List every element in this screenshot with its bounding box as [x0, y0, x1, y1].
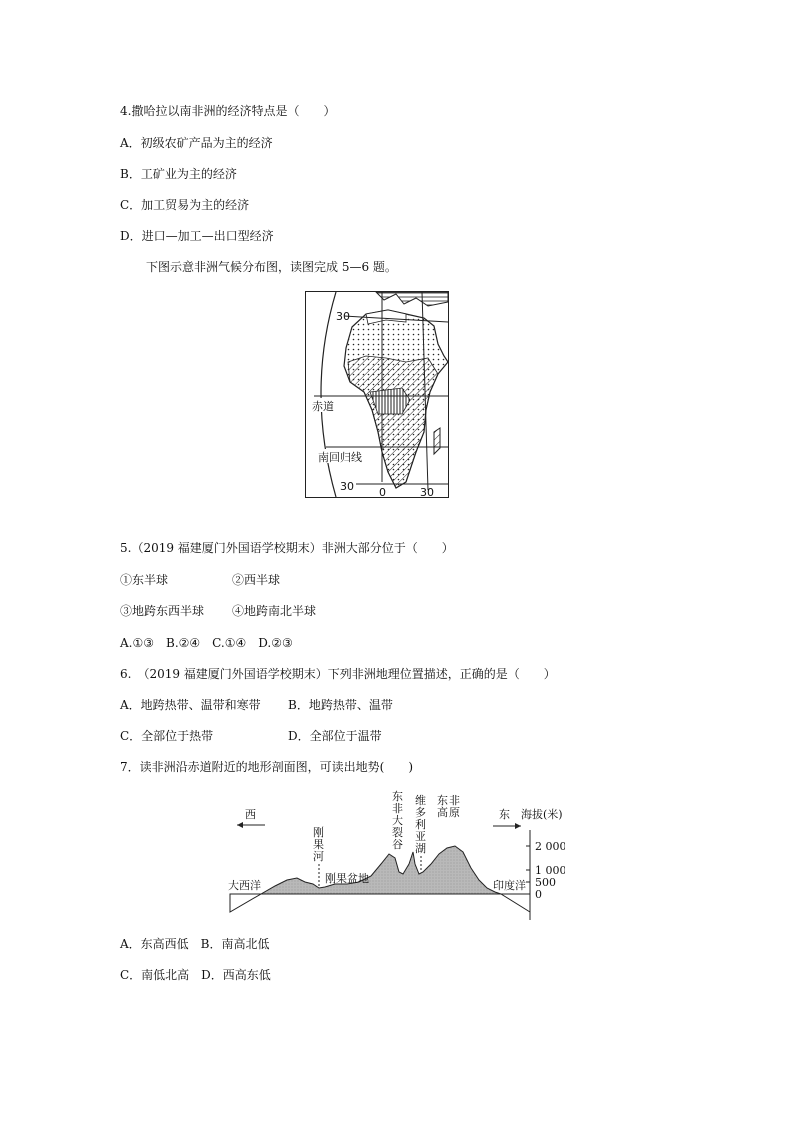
west-label: 西: [245, 808, 256, 821]
rift-char-5: 谷: [392, 838, 403, 851]
terrain-profile: [261, 846, 501, 894]
globe-outline: [321, 292, 336, 497]
q6-stem: 6. （2019 福建厦门外国语学校期末）下列非洲地理位置描述，正确的是（ ）: [120, 667, 556, 681]
q6-option-a: A．地跨热带、温带和寒带: [120, 698, 261, 712]
indian-wedge: [501, 894, 530, 912]
victoria-char-4: 亚: [415, 830, 426, 843]
q6-option-c: C．全部位于热带: [120, 729, 214, 743]
map-intro: 下图示意非洲气候分布图，读图完成 5—6 题。: [146, 260, 397, 274]
madagascar: [434, 428, 440, 454]
q5-item-2: ②西半球: [232, 573, 281, 587]
altitude-axis-label: 海拔(米): [521, 808, 563, 821]
europe-land: [376, 292, 448, 306]
q5-stem: 5.（2019 福建厦门外国语学校期末）非洲大部分位于（ ）: [120, 541, 454, 555]
q4-option-c: C．加工贸易为主的经济: [120, 198, 250, 212]
q4-option-b: B．工矿业为主的经济: [120, 167, 237, 181]
tick-2000: 2 000: [535, 840, 565, 853]
tick-0: 0: [535, 888, 542, 901]
q4-option-d: D．进口—加工—出口型经济: [120, 229, 274, 243]
africa-climate-map: [305, 291, 449, 498]
q7-options-row-1: A．东高西低 B．南高北低: [120, 937, 270, 951]
victoria-char-2: 多: [415, 806, 426, 819]
indian-label: 印度洋: [493, 879, 526, 892]
tropic-label: 南回归线: [318, 451, 362, 464]
plateau-char-2: 非: [449, 794, 460, 807]
victoria-char-5: 湖: [415, 842, 426, 855]
victoria-char-3: 利: [415, 818, 426, 831]
lon-0-label: 0: [379, 486, 386, 497]
tick-1000: 1 000: [535, 864, 565, 877]
rift-char-2: 非: [392, 802, 403, 815]
equator-label: 赤道: [312, 400, 334, 413]
east-arrowhead: [515, 823, 521, 829]
congo-river-char-1: 刚: [313, 826, 324, 839]
africa-terrain-profile: [225, 790, 565, 920]
rift-char-4: 裂: [392, 826, 403, 839]
atlantic-wedge: [230, 894, 261, 912]
victoria-char-1: 维: [415, 794, 426, 807]
q5-item-1: ①东半球: [120, 573, 169, 587]
lon-30-label: 30: [420, 486, 434, 497]
rift-char-1: 东: [392, 790, 403, 803]
q4-stem: 4.撒哈拉以南非洲的经济特点是（ ）: [120, 104, 336, 118]
plateau-char-3: 高: [437, 806, 448, 819]
congo-river-char-2: 果: [313, 838, 324, 851]
q5-choices: A.①③ B.②④ C.①④ D.②③: [120, 636, 293, 650]
q7-stem: 7．读非洲沿赤道附近的地形剖面图，可读出地势( ): [120, 760, 414, 774]
q4-option-a: A．初级农矿产品为主的经济: [120, 136, 273, 150]
rift-char-3: 大: [392, 814, 403, 827]
q6-option-d: D．全部位于温带: [288, 729, 382, 743]
east-label: 东: [499, 808, 510, 821]
lat-top-label: 30: [336, 310, 350, 323]
atlantic-label: 大西洋: [228, 879, 261, 892]
q5-item-4: ④地跨南北半球: [232, 604, 317, 618]
plateau-char-4: 原: [449, 806, 460, 819]
q6-option-b: B．地跨热带、温带: [288, 698, 393, 712]
plateau-char-1: 东: [437, 794, 448, 807]
q5-item-3: ③地跨东西半球: [120, 604, 205, 618]
west-arrowhead: [237, 822, 243, 828]
lat-bottom-label: 30: [340, 480, 354, 493]
congo-basin-label: 刚果盆地: [325, 872, 369, 885]
tick-500: 500: [535, 876, 556, 889]
q7-options-row-2: C．南低北高 D．西高东低: [120, 968, 271, 982]
congo-river-char-3: 河: [313, 850, 324, 863]
